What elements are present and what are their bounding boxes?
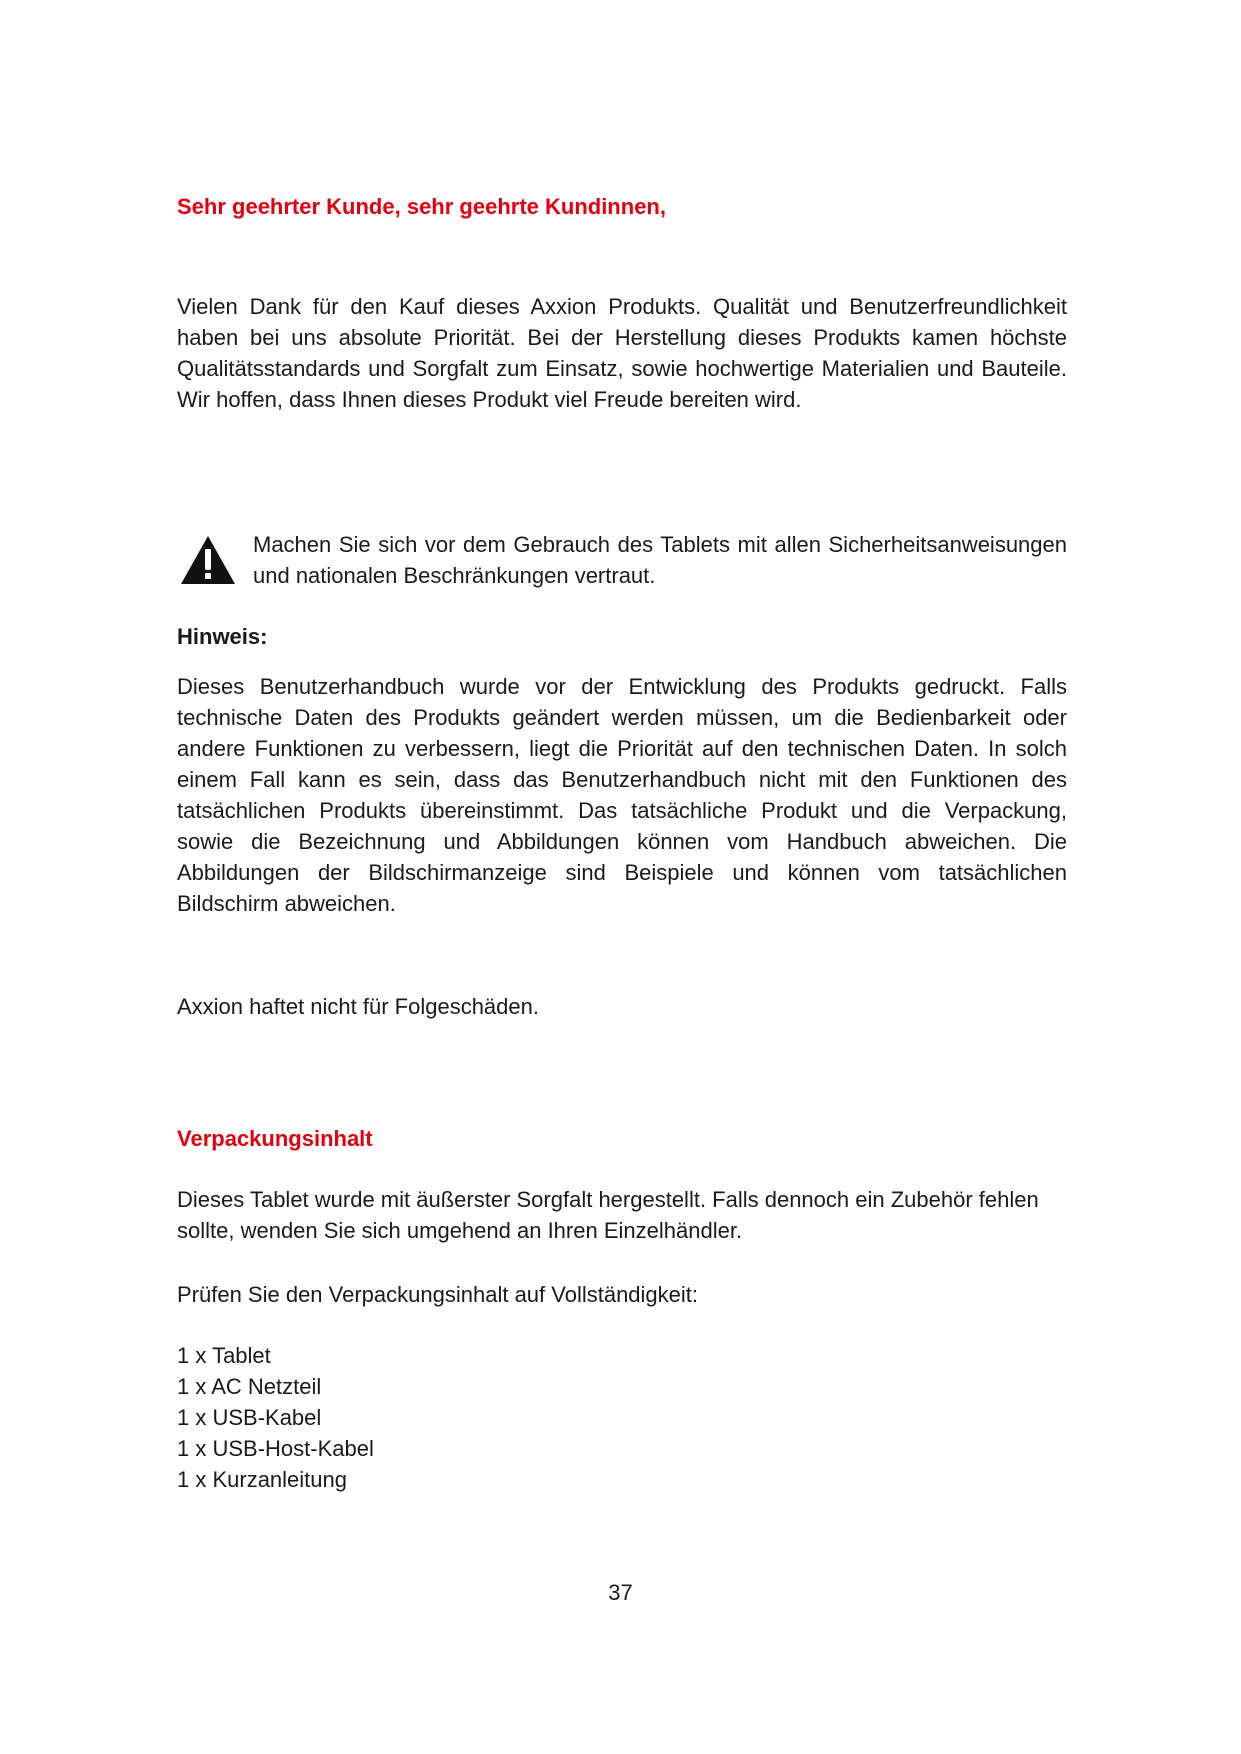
- warning-triangle-icon: [180, 535, 236, 585]
- package-items-list: [177, 1340, 1067, 1495]
- package-item: 1 x USB-Kabel: [177, 1405, 322, 1430]
- warning-text: Machen Sie sich vor dem Gebrauch des Tablets mit allen Sicherheitsanweisungen und nationalen Beschränkungen vertraut.: [253, 532, 1067, 588]
- package-intro: Dieses Tablet wurde mit äußerster Sorgfalt hergestellt. Falls dennoch ein Zubehör fehlen sollte, wenden Sie sich umgehend an Ihren Einzelhändler.: [177, 1187, 1039, 1243]
- package-heading: Verpackungsinhalt: [177, 1126, 373, 1151]
- package-item: 1 x Tablet: [177, 1343, 271, 1368]
- package-item: 1 x USB-Host-Kabel: [177, 1436, 374, 1461]
- page-number: 37: [608, 1580, 633, 1605]
- package-check-text: Prüfen Sie den Verpackungsinhalt auf Vollständigkeit:: [177, 1282, 699, 1307]
- intro-paragraph: Vielen Dank für den Kauf dieses Axxion Produkts. Qualität und Benutzerfreundlichkeit haben bei uns absolute Priorität. Bei der Herstellung dieses Produkts kamen höchste Qualitätsstandards und Sorgfalt zum Einsatz, sowie hochwertige Materialien und Bauteile. Wir hoffen, dass Ihnen dieses Produkt viel Freude bereiten wird.: [177, 294, 1067, 412]
- note-paragraph: Dieses Benutzerhandbuch wurde vor der Entwicklung des Produkts gedruckt. Falls technische Daten des Produkts geändert werden müssen, um die Bedienbarkeit oder andere Funktionen zu verbessern, liegt die Priorität auf den technischen Daten. In solch einem Fall kann es sein, dass das Benutzerhandbuch nicht mit den Funktionen des tatsächlichen Produkts übereinstimmt. Das tatsächliche Produkt und die Verpackung, sowie die Bezeichnung und Abbildungen können vom Handbuch abweichen. Die Abbildungen der Bildschirmanzeige sind Beispiele und können vom tatsächlichen Bildschirm abweichen.: [177, 674, 1067, 916]
- greeting-heading: Sehr geehrter Kunde, sehr geehrte Kundinnen,: [177, 194, 666, 219]
- liability-text: Axxion haftet nicht für Folgeschäden.: [177, 994, 539, 1019]
- package-item: 1 x Kurzanleitung: [177, 1467, 347, 1492]
- package-item: 1 x AC Netzteil: [177, 1374, 322, 1399]
- warning-notice: [177, 529, 1067, 593]
- note-title: Hinweis:: [177, 624, 268, 649]
